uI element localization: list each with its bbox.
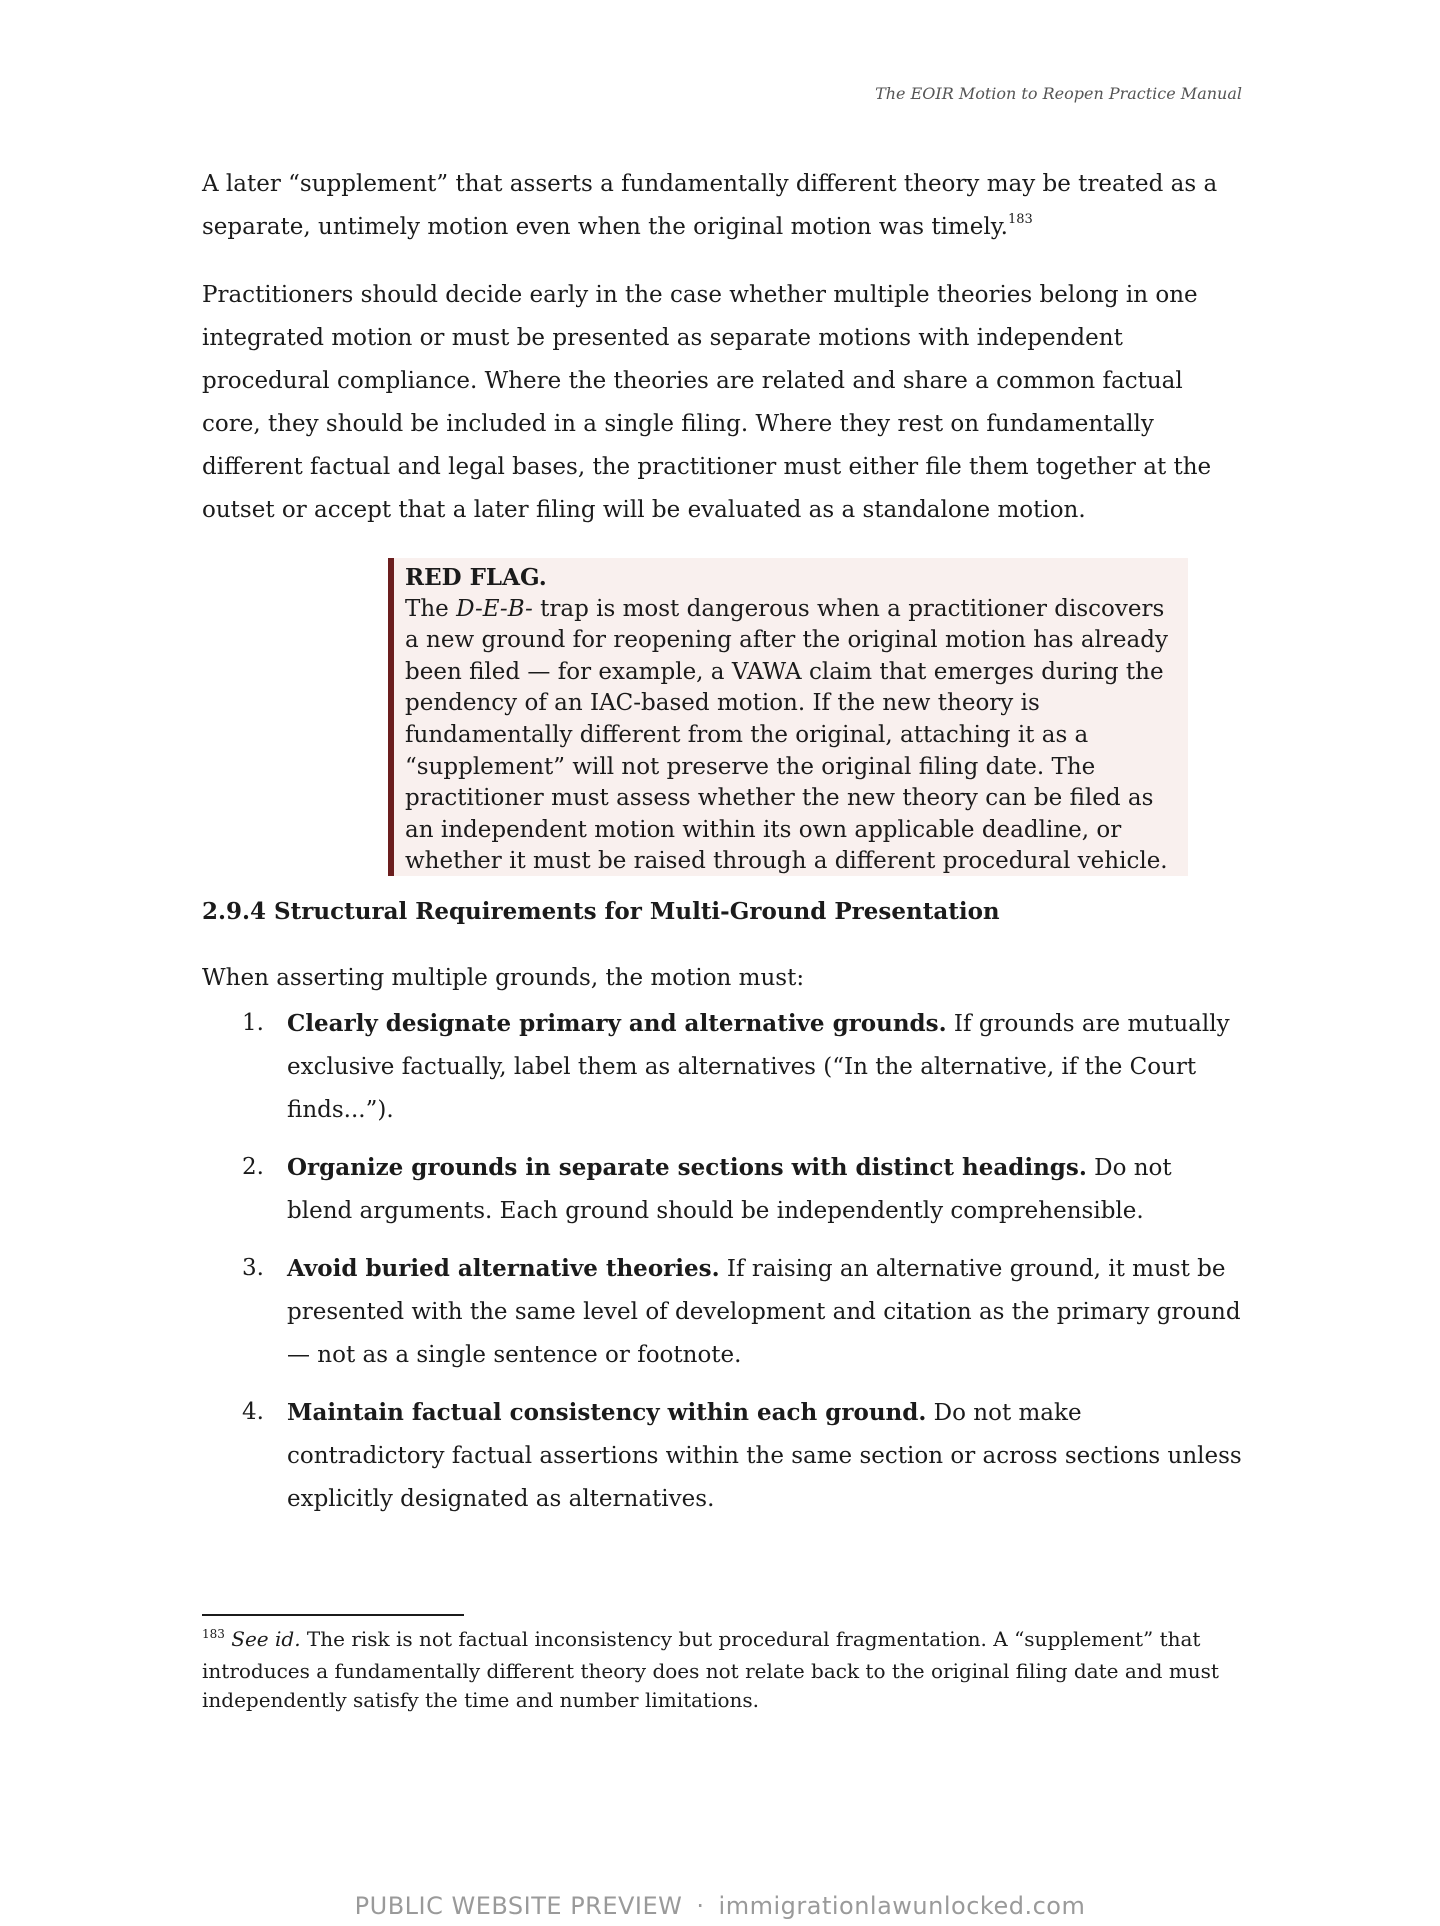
- callout-title: RED FLAG.: [405, 564, 547, 591]
- running-header: The EOIR Motion to Reopen Practice Manual: [875, 84, 1242, 103]
- footnote-ref[interactable]: 183: [1007, 212, 1033, 227]
- list-item: [202, 1146, 1242, 1233]
- paragraph-practitioners: Practitioners should decide early in the case whether multiple theories belong in one integrated motion or must be presented as separate motions with independent procedural compliance. Where the theories are related and share a common factual core, they should be included in a single filing. Where they rest on fundamentally different factual and legal bases, the practitioner must either file them together at the outset or accept that a later filing will be evaluated as a standalone motion.: [202, 282, 1212, 523]
- section-heading: 2.9.4 Structural Requirements for Multi-Ground Presentation: [202, 898, 1000, 925]
- list-number: 2.: [242, 1154, 264, 1180]
- paragraph-text: A later “supplement” that asserts a fundamentally different theory may be treated as a separate, untimely motion even when the original motion was timely.: [202, 171, 1218, 240]
- list-item-lead: Clearly designate primary and alternative grounds.: [287, 1010, 947, 1037]
- callout-text-before: The: [405, 595, 457, 622]
- footer-separator: ·: [696, 1892, 705, 1920]
- footnote-text: The risk is not factual inconsistency but procedural fragmentation. A “supplement” that introduces a fundamentally different theory does not relate back to the original filing date and must independently satisfy the time and number limitations.: [202, 1627, 1219, 1712]
- list-item: [202, 1002, 1242, 1132]
- red-flag-callout: [388, 558, 1188, 876]
- list-item-text: If raising an alternative ground, it must be presented with the same level of development and citation as the primary ground — not as a single sentence or footnote.: [287, 1256, 1241, 1368]
- footnote-divider: [202, 1614, 464, 1616]
- section-intro: When asserting multiple grounds, the motion must:: [202, 965, 805, 991]
- site-link[interactable]: immigrationlawunlocked.com: [718, 1892, 1086, 1920]
- footnote-signal: See id.: [231, 1627, 301, 1651]
- preview-label: PUBLIC WEBSITE PREVIEW: [354, 1892, 683, 1920]
- case-name: D-E-B-: [456, 595, 533, 622]
- callout-text-after: trap is most dangerous when a practitioner discovers a new ground for reopening after the original motion has already been filed — for example, a VAWA claim that emerges during the pendency of an IAC-based motion. If the new theory is fundamentally different from the original, attaching it as a “supplement” will not preserve the original filing date. The practitioner must assess whether the new theory can be filed as an independent motion within its own applicable deadline, or whether it must be raised through a different procedural vehicle.: [405, 595, 1168, 875]
- paragraph-supplement: [202, 163, 1242, 252]
- list-number: 1.: [242, 1010, 264, 1036]
- callout-body: [405, 594, 1178, 878]
- list-item-text: Do not blend arguments. Each ground should be independently comprehensible.: [287, 1155, 1172, 1224]
- list-item: [202, 1391, 1242, 1521]
- list-item-lead: Maintain factual consistency within each ground.: [287, 1399, 927, 1426]
- requirements-list: [202, 1002, 1242, 1535]
- footnote: [202, 1625, 1247, 1715]
- footnote-number: 183: [202, 1627, 225, 1641]
- list-number: 4.: [242, 1399, 264, 1425]
- list-item: [202, 1247, 1242, 1377]
- preview-footer: [0, 1892, 1440, 1920]
- list-item-text: Do not make contradictory factual assertions within the same section or across sections unless explicitly designated as alternatives.: [287, 1400, 1242, 1512]
- list-item-lead: Avoid buried alternative theories.: [287, 1255, 720, 1282]
- list-item-lead: Organize grounds in separate sections with distinct headings.: [287, 1154, 1087, 1181]
- list-item-text: If grounds are mutually exclusive factually, label them as alternatives (“In the alternative, if the Court finds...”).: [287, 1011, 1230, 1123]
- list-number: 3.: [242, 1255, 264, 1281]
